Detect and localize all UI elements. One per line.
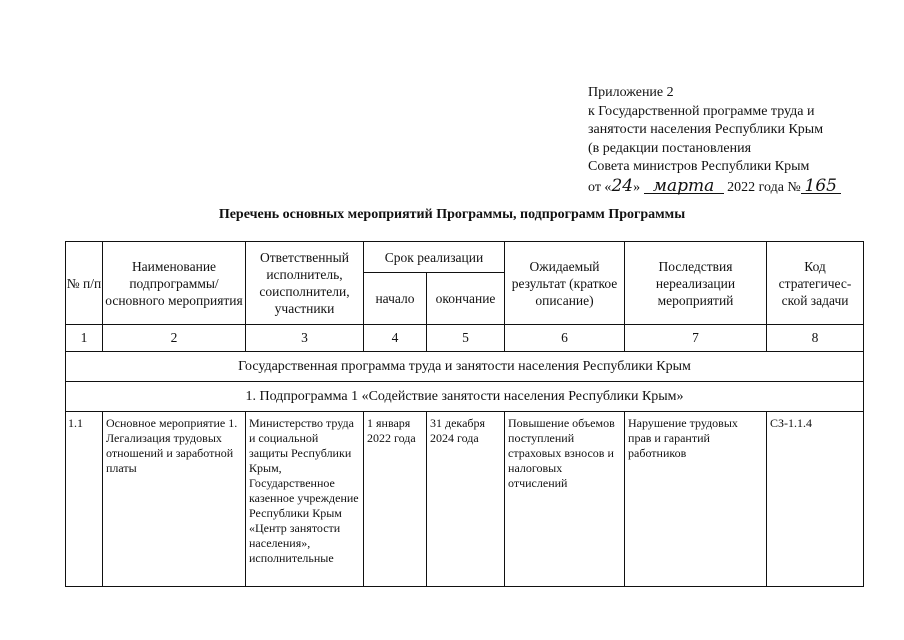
row-executor: Министерство труда и социальной защиты Республики Крым, Государственное казенное учреждение Республики Крым «Центр занятости населения», исполнительные [246, 412, 364, 587]
table-row [66, 412, 864, 587]
header-name: Наименование подпрограммы/ основного мероприятия [103, 242, 246, 325]
appendix-block [588, 84, 841, 197]
appendix-line-3: занятости населения Республики Крым [588, 122, 824, 137]
date-month: марта [644, 179, 724, 194]
row-consequences: Нарушение трудовых прав и гарантий работников [625, 412, 767, 587]
appendix-line-4: (в редакции постановления [588, 140, 752, 156]
row-end: 31 декабря 2024 года [427, 412, 505, 587]
header-start: начало [364, 273, 427, 325]
column-number: 8 [767, 325, 864, 352]
header-end: окончание [427, 273, 505, 325]
column-numbers-row [66, 325, 864, 352]
row-start: 1 января 2022 года [364, 412, 427, 587]
date-prefix: от « [588, 179, 612, 195]
row-num: 1.1 [66, 412, 103, 587]
number-prefix: № [787, 179, 801, 195]
program-row: Государственная программа труда и занятости населения Республики Крым [66, 352, 864, 382]
header-num: № п/п [66, 242, 103, 325]
page-title: Перечень основных мероприятий Программы, подпрограмм Программы [218, 207, 686, 222]
date-day: 24 [611, 175, 634, 196]
header-result: Ожидаемый результат (краткое описание) [505, 242, 625, 325]
appendix-line-5: Совета министров Республики Крым [588, 159, 810, 174]
date-year: 2022 года [727, 179, 784, 195]
column-number: 6 [505, 325, 625, 352]
column-number: 1 [66, 325, 103, 352]
appendix-date-line [588, 177, 841, 198]
row-result: Повышение объемов поступлений страховых взносов и налоговых отчислений [505, 412, 625, 587]
header-executor: Ответственный исполнитель, соисполнители, участники [246, 242, 364, 325]
column-number: 3 [246, 325, 364, 352]
header-consequences: Последствия нереализации мероприятий [625, 242, 767, 325]
date-mid: » [633, 179, 641, 195]
header-code: Код стратегичес-ской задачи [767, 242, 864, 325]
column-number: 2 [103, 325, 246, 352]
column-number: 5 [427, 325, 505, 352]
column-number: 4 [364, 325, 427, 352]
column-number: 7 [625, 325, 767, 352]
header-period: Срок реализации [364, 242, 505, 273]
document-number: 165 [801, 179, 841, 194]
measures-table [65, 241, 864, 587]
appendix-line-2: к Государственной программе труда и [588, 103, 815, 119]
subprogram-row: 1. Подпрограмма 1 «Содействие занятости населения Республики Крым» [66, 382, 864, 412]
row-code: СЗ-1.1.4 [767, 412, 864, 587]
row-name: Основное мероприятие 1. Легализация трудовых отношений и заработной платы [103, 412, 246, 587]
appendix-line-1: Приложение 2 [588, 85, 674, 100]
